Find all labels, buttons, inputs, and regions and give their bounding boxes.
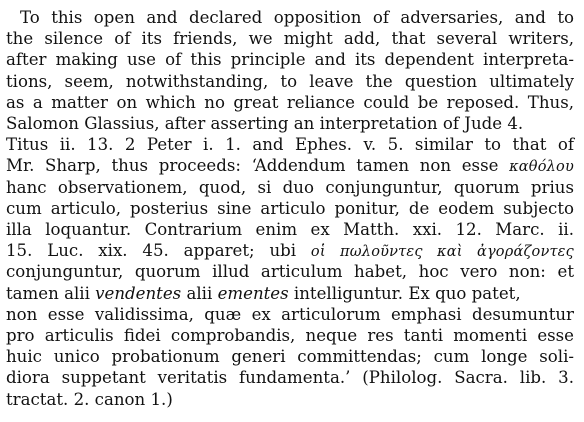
text-line: [6, 326, 574, 347]
text-line: [6, 50, 574, 71]
text-line: [6, 368, 574, 389]
text-segment: as a matter on which no great reliance could be reposed. Thus,: [6, 92, 574, 112]
text-line: [6, 93, 574, 114]
text-line: [6, 220, 574, 241]
text-segment: tractat. 2. canon 1.): [6, 389, 173, 409]
text-segment: after making use of this principle and its dependent interpreta-: [6, 50, 574, 70]
text-segment: Mr. Sharp, thus proceeds: ‘Addendum tamen non esse: [6, 156, 510, 176]
text-line: [6, 305, 574, 326]
text-line: [6, 262, 574, 283]
text-line: [6, 347, 574, 368]
text-segment: intelliguntur. Ex quo patet,: [288, 283, 521, 303]
text-line: [6, 72, 574, 93]
cut-off-bottom-line: [0, 413, 584, 422]
text-segment: diora suppetant veritatis fundamenta.’ (Philolog. Sacra. lib. 3.: [6, 368, 574, 388]
text-segment: conjunguntur, quorum illud articulum habet, hoc vero non: et: [6, 262, 574, 282]
text-segment: Titus ii. 13. 2 Peter i. 1. and Ephes. v. 5. similar to that of: [6, 135, 574, 155]
text-segment: Salomon Glassius, after asserting an interpretation of Jude 4.: [6, 114, 524, 133]
text-segment: 15. Luc. xix. 45. apparet; ubi: [6, 241, 311, 261]
text-segment: the silence of its friends, we might add, that several writers,: [6, 29, 574, 49]
text-segment: alii: [181, 283, 218, 303]
text-segment: pro articulis fidei comprobandis, neque res tanti momenti esse: [6, 326, 574, 345]
text-segment: tamen alii: [6, 283, 96, 303]
greek-text: καθόλου: [509, 159, 574, 176]
text-line: [6, 156, 574, 177]
italic-text: vendentes: [95, 283, 182, 303]
text-line: [6, 29, 574, 50]
text-line: [6, 390, 574, 411]
greek-text: οἱ πωλοῦντες καὶ ἀγοράζοντες: [310, 244, 574, 261]
text-line: [6, 114, 574, 135]
text-segment: huic unico probationum generi committendas; cum longe soli-: [6, 347, 574, 367]
text-segment: To this open and declared opposition of adversaries, and to: [20, 8, 574, 27]
text-segment: illa loquantur. Contrarium enim ex Matth. xxi. 12. Marc. ii.: [6, 220, 574, 239]
text-line: [6, 241, 574, 262]
italic-text: ementes: [217, 283, 289, 303]
text-line: [6, 178, 574, 199]
text-segment: tions, seem, notwithstanding, to leave the question ultimately: [6, 71, 574, 91]
text-segment: cum articulo, posterius sine articulo ponitur, de eodem subjecto: [6, 198, 574, 218]
text-segment: hanc observationem, quod, si duo conjunguntur, quorum prius: [6, 177, 574, 197]
text-segment: non esse validissima, quæ ex articulorum emphasi desumuntur: [6, 304, 574, 324]
text-line: [6, 284, 574, 305]
text-line: [20, 8, 574, 29]
text-line: [6, 135, 574, 156]
text-line: [6, 199, 574, 220]
